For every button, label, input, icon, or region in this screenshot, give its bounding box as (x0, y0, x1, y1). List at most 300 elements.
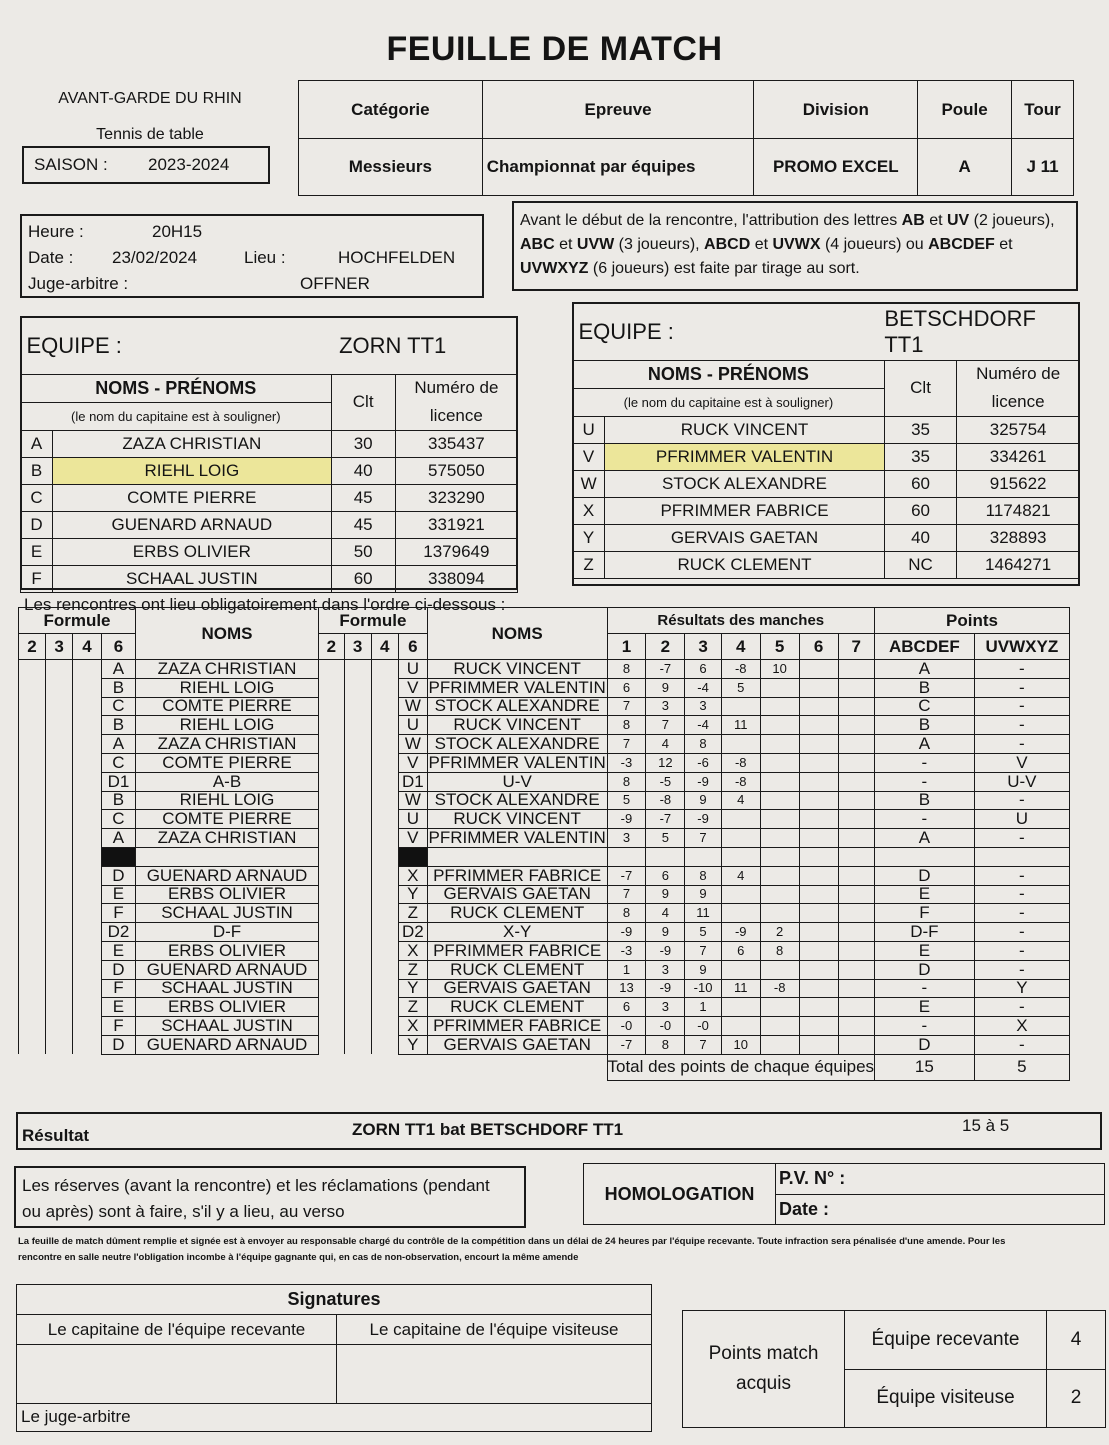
formule-cell (73, 772, 102, 791)
home-player-name: GUENARD ARNAUD (135, 1035, 318, 1054)
formule-cell (46, 660, 73, 679)
points-home: D-F (875, 923, 975, 942)
home-letter: A (101, 829, 135, 848)
formule-cell (19, 791, 46, 810)
formule-cell (46, 772, 73, 791)
set-score (838, 979, 875, 998)
formule-cell (344, 791, 371, 810)
set-score (721, 904, 760, 923)
header-poule: Poule (918, 81, 1012, 139)
formule-cell (19, 1035, 46, 1054)
header-categorie: Catégorie (299, 81, 483, 139)
player-licence: 1379649 (395, 538, 517, 565)
set-score: -8 (646, 791, 685, 810)
formule-cell (46, 1035, 73, 1054)
away-letter: U (398, 660, 427, 679)
formule-cell (319, 847, 344, 866)
points-home: E (875, 998, 975, 1017)
home-team-points-label: Équipe recevante (845, 1311, 1047, 1370)
away-player-name: RUCK CLEMENT (427, 998, 607, 1017)
match-row (19, 772, 1070, 791)
away-letter: Y (398, 979, 427, 998)
match-row (19, 1017, 1070, 1036)
draw-note-abc: ABC (520, 236, 555, 253)
page-title: FEUILLE DE MATCH (386, 30, 723, 68)
match-row (19, 660, 1070, 679)
draw-note-uvwxyz: UVWXYZ (520, 260, 589, 277)
formule-cell (19, 923, 46, 942)
player-clt: 40 (884, 524, 956, 551)
player-licence: 331921 (395, 511, 517, 538)
set-score: -7 (607, 1035, 646, 1054)
set-score (607, 847, 646, 866)
footnote (18, 1234, 1088, 1266)
home-player-name: D-F (135, 923, 318, 942)
set-score: 11 (685, 904, 721, 923)
away-player-name: GERVAIS GAETAN (427, 1035, 607, 1054)
header-division: Division (754, 81, 918, 139)
player-letter: U (573, 416, 605, 443)
signatures-table (16, 1284, 652, 1432)
set-score (760, 716, 799, 735)
home-player-name: ERBS OLIVIER (135, 941, 318, 960)
reserves-line-1: Les réserves (avant la rencontre) et les réclamations (pendant (22, 1176, 490, 1195)
formule-cell (19, 772, 46, 791)
set-score (838, 904, 875, 923)
set-score: 3 (646, 697, 685, 716)
points-away: - (974, 941, 1069, 960)
draw-note-ab: AB (901, 212, 925, 229)
away-player-name: RUCK CLEMENT (427, 960, 607, 979)
set-score (838, 866, 875, 885)
set-score: 7 (607, 697, 646, 716)
away-names-header: NOMS - PRÉNOMS (573, 360, 885, 388)
player-row (21, 565, 518, 592)
points-away: - (974, 904, 1069, 923)
formule-cell (319, 866, 344, 885)
formule-cell (19, 810, 46, 829)
home-letter: C (101, 697, 135, 716)
formule-cell (344, 923, 371, 942)
formule-cell (319, 998, 344, 1017)
set-score: -10 (685, 979, 721, 998)
player-clt: 50 (331, 538, 395, 565)
set-score: 11 (721, 979, 760, 998)
points-home: B (875, 678, 975, 697)
set-score: 9 (646, 885, 685, 904)
set-score: 7 (607, 885, 646, 904)
set-score: -9 (721, 923, 760, 942)
points-away: - (974, 885, 1069, 904)
formule-cell (371, 678, 398, 697)
home-letter: D (101, 866, 135, 885)
formule-cell (46, 716, 73, 735)
set-score: 12 (646, 753, 685, 772)
player-row (21, 484, 518, 511)
set-score: 8 (646, 1035, 685, 1054)
set-score (760, 885, 799, 904)
set-score (760, 772, 799, 791)
set-score: -6 (685, 753, 721, 772)
match-row (19, 753, 1070, 772)
set-score: 9 (646, 923, 685, 942)
formule-cell (371, 941, 398, 960)
formule-col-away: 4 (371, 634, 398, 660)
home-team-label: EQUIPE : (26, 332, 122, 358)
player-letter: D (21, 511, 53, 538)
formule-cell (319, 941, 344, 960)
formule-cell (46, 979, 73, 998)
points-home: D (875, 960, 975, 979)
formule-cell (344, 1017, 371, 1036)
homologation-table (583, 1163, 1105, 1225)
away-player-name: STOCK ALEXANDRE (427, 697, 607, 716)
formule-cell (19, 904, 46, 923)
match-row (19, 847, 1070, 866)
reserves-line-2: ou après) sont à faire, s'il y a lieu, au verso (22, 1202, 345, 1222)
set-score (799, 697, 838, 716)
set-score: 7 (685, 941, 721, 960)
value-division: PROMO EXCEL (754, 139, 918, 196)
points-away: - (974, 660, 1069, 679)
player-name: PFRIMMER VALENTIN (605, 443, 885, 470)
home-letter: F (101, 904, 135, 923)
draw-note-uv: UV (947, 212, 970, 229)
set-score (760, 753, 799, 772)
points-home-header: ABCDEF (875, 634, 975, 660)
points-away: - (974, 829, 1069, 848)
player-row (573, 551, 1080, 578)
formule-cell (344, 885, 371, 904)
set-score (646, 847, 685, 866)
formule-cell (371, 697, 398, 716)
set-score (838, 772, 875, 791)
home-player-name: ERBS OLIVIER (135, 998, 318, 1017)
set-score: 3 (646, 960, 685, 979)
sport-name: Tennis de table (96, 126, 204, 143)
match-row (19, 866, 1070, 885)
header-tour: Tour (1012, 81, 1074, 139)
home-licence-header-1: Numéro de (395, 374, 517, 402)
formule-cell (371, 829, 398, 848)
home-letter: A (101, 660, 135, 679)
draw-note-text: (4 joueurs) ou (820, 236, 929, 253)
formule-cell (319, 1035, 344, 1054)
set-score: -7 (607, 866, 646, 885)
header-epreuve: Epreuve (482, 81, 754, 139)
season-box (22, 146, 270, 184)
away-player-name: PFRIMMER FABRICE (427, 1017, 607, 1036)
set-score (721, 847, 760, 866)
draw-note-text: Avant le début de la rencontre, l'attribution des lettres (520, 212, 902, 229)
player-letter: B (21, 457, 53, 484)
away-player-name: PFRIMMER FABRICE (427, 941, 607, 960)
points-home: D (875, 1035, 975, 1054)
formule-cell (19, 716, 46, 735)
draw-note-abcdef: ABCDEF (928, 236, 995, 253)
set-score: -9 (646, 979, 685, 998)
pv-number-label: P.V. N° : (776, 1164, 1105, 1195)
formule-cell (371, 847, 398, 866)
formule-cell (73, 885, 102, 904)
formule-cell (19, 885, 46, 904)
set-score (799, 960, 838, 979)
formule-cell (371, 716, 398, 735)
formule-cell (46, 678, 73, 697)
club-name: AVANT-GARDE DU RHIN (58, 90, 242, 107)
formule-cell (344, 1035, 371, 1054)
set-col: 2 (646, 634, 685, 660)
away-player-name: RUCK VINCENT (427, 810, 607, 829)
formule-cell (371, 885, 398, 904)
formule-cell (319, 735, 344, 754)
formule-cell (319, 791, 344, 810)
signatures-title: Signatures (17, 1285, 652, 1315)
away-player-name: U-V (427, 772, 607, 791)
set-score: 9 (685, 885, 721, 904)
set-score (838, 660, 875, 679)
set-score (838, 1017, 875, 1036)
points-away: U (974, 810, 1069, 829)
formule-col-away: 6 (398, 634, 427, 660)
formule-cell (73, 847, 102, 866)
set-score: 3 (685, 697, 721, 716)
totals-label: Total des points de chaque équipes (607, 1054, 875, 1080)
set-score: 1 (685, 998, 721, 1017)
home-names-header: NOMS - PRÉNOMS (21, 374, 332, 402)
set-score (799, 829, 838, 848)
set-score: 3 (607, 829, 646, 848)
set-score (760, 998, 799, 1017)
set-score: 1 (607, 960, 646, 979)
formule-cell (319, 885, 344, 904)
formule-cell (19, 829, 46, 848)
set-score: 5 (646, 829, 685, 848)
formule-cell (73, 923, 102, 942)
set-score: 8 (607, 716, 646, 735)
set-score (760, 791, 799, 810)
player-row (21, 457, 518, 484)
formule-cell (344, 660, 371, 679)
home-letter: D2 (101, 923, 135, 942)
formule-cell (73, 979, 102, 998)
away-letter: D1 (398, 772, 427, 791)
draw-note-uvw: UVW (576, 236, 615, 253)
match-points-label-2: acquis (736, 1373, 791, 1394)
formule-cell (46, 829, 73, 848)
formule-cell (319, 678, 344, 697)
away-letter: Y (398, 1035, 427, 1054)
set-score (760, 1017, 799, 1036)
player-licence: 338094 (395, 565, 517, 592)
set-score (799, 753, 838, 772)
set-score: 11 (721, 716, 760, 735)
formule-cell (73, 998, 102, 1017)
set-score (799, 791, 838, 810)
formule-cell (19, 941, 46, 960)
formule-cell (46, 998, 73, 1017)
away-letter: W (398, 697, 427, 716)
away-team-name: BETSCHDORF TT1 (884, 305, 1036, 357)
set-score: 8 (607, 904, 646, 923)
formule-col-home: 6 (101, 634, 135, 660)
formule-cell (73, 866, 102, 885)
home-letter: F (101, 979, 135, 998)
formule-cell (344, 998, 371, 1017)
match-row (19, 885, 1070, 904)
formule-cell (19, 866, 46, 885)
set-score (721, 697, 760, 716)
set-score (838, 810, 875, 829)
formule-cell (344, 979, 371, 998)
set-score: 8 (607, 772, 646, 791)
set-col: 6 (799, 634, 838, 660)
referee-signature-label: Le juge-arbitre (17, 1403, 652, 1431)
match-row (19, 979, 1070, 998)
set-score: 8 (760, 941, 799, 960)
set-score: -4 (685, 716, 721, 735)
set-score: 6 (685, 660, 721, 679)
home-player-name: COMTE PIERRE (135, 697, 318, 716)
points-home: D (875, 866, 975, 885)
result-text: ZORN TT1 bat BETSCHDORF TT1 (352, 1120, 624, 1139)
formule-cell (371, 904, 398, 923)
away-player-name: PFRIMMER VALENTIN (428, 678, 606, 697)
home-licence-header-2: licence (395, 402, 517, 430)
draw-note-text: et (994, 236, 1013, 253)
match-row (19, 941, 1070, 960)
away-team-table (572, 304, 1080, 579)
set-score (760, 697, 799, 716)
match-row (19, 829, 1070, 848)
home-letter: B (101, 678, 135, 697)
formule-col-home: 3 (46, 634, 73, 660)
formule-cell (319, 697, 344, 716)
formule-col-home: 2 (19, 634, 46, 660)
away-letter: V (398, 753, 427, 772)
home-team-table (20, 318, 518, 593)
match-row (19, 678, 1070, 697)
formule-cell (73, 960, 102, 979)
player-name: SCHAAL JUSTIN (53, 565, 332, 592)
player-row (573, 416, 1080, 443)
away-letter: X (398, 1017, 427, 1036)
formule-col-away: 2 (319, 634, 344, 660)
away-player-name: PFRIMMER VALENTIN (428, 753, 606, 772)
home-player-name: RIEHL LOIG (135, 716, 318, 735)
home-player-name: ERBS OLIVIER (135, 885, 318, 904)
player-licence: 575050 (395, 457, 517, 484)
set-score: -9 (646, 941, 685, 960)
formule-cell (46, 1017, 73, 1036)
formule-cell (344, 678, 371, 697)
away-captain-signature-field[interactable] (337, 1345, 652, 1403)
match-info-box (20, 214, 484, 298)
set-score (760, 960, 799, 979)
set-score (838, 885, 875, 904)
value-tour: J 11 (1012, 139, 1074, 196)
away-letter: V (398, 829, 427, 848)
homologation-date-label: Date : (776, 1194, 1105, 1225)
player-name: GUENARD ARNAUD (53, 511, 332, 538)
set-score (760, 829, 799, 848)
formule-cell (73, 791, 102, 810)
points-away: - (974, 960, 1069, 979)
set-score (799, 979, 838, 998)
player-clt: 60 (884, 470, 956, 497)
formule-cell (73, 904, 102, 923)
points-home: - (875, 1017, 975, 1036)
home-captain-signature-field[interactable] (17, 1345, 337, 1403)
set-score: 13 (607, 979, 646, 998)
match-row (19, 735, 1070, 754)
formule-cell (344, 772, 371, 791)
away-letter: Z (398, 904, 427, 923)
set-score (799, 735, 838, 754)
away-letter: X (398, 866, 427, 885)
set-score: -7 (646, 660, 685, 679)
formule-cell (371, 735, 398, 754)
away-team-label: EQUIPE : (578, 318, 674, 344)
player-row (21, 538, 518, 565)
total-away: 5 (974, 1054, 1069, 1080)
home-player-name: A-B (135, 772, 318, 791)
set-score (838, 998, 875, 1017)
order-note: Les rencontres ont lieu obligatoirement dans l'ordre ci-dessous : (24, 595, 506, 614)
formule-cell (46, 960, 73, 979)
points-away: - (974, 923, 1069, 942)
formule-cell (344, 904, 371, 923)
set-score: 4 (646, 904, 685, 923)
player-name: RUCK VINCENT (605, 416, 885, 443)
player-letter: X (573, 497, 605, 524)
set-score: 7 (607, 735, 646, 754)
set-score (838, 678, 875, 697)
set-score: 7 (685, 829, 721, 848)
player-row (573, 524, 1080, 551)
home-letter: C (101, 753, 135, 772)
points-home: - (875, 753, 975, 772)
formule-cell (19, 697, 46, 716)
set-score (799, 1017, 838, 1036)
player-clt: 45 (331, 511, 395, 538)
set-score: 10 (760, 660, 799, 679)
player-letter: Y (573, 524, 605, 551)
home-captain-signature-label: Le capitaine de l'équipe recevante (17, 1315, 337, 1345)
set-score (799, 941, 838, 960)
set-col: 1 (607, 634, 646, 660)
away-letter: U (398, 810, 427, 829)
player-letter: F (21, 565, 53, 592)
set-score: -5 (646, 772, 685, 791)
set-score: 9 (646, 678, 685, 697)
totals-spacer (19, 1054, 608, 1080)
points-header: Points (875, 608, 1070, 634)
set-score (838, 791, 875, 810)
formule-cell (319, 1017, 344, 1036)
set-col: 7 (838, 634, 875, 660)
away-player-name: STOCK ALEXANDRE (427, 735, 607, 754)
set-score (721, 885, 760, 904)
set-score: 5 (685, 923, 721, 942)
player-licence: 335437 (395, 430, 517, 457)
set-score (838, 1035, 875, 1054)
match-row (19, 697, 1070, 716)
points-away: V (974, 753, 1069, 772)
set-score: -9 (607, 810, 646, 829)
home-letter: B (101, 791, 135, 810)
points-home: A (875, 829, 975, 848)
